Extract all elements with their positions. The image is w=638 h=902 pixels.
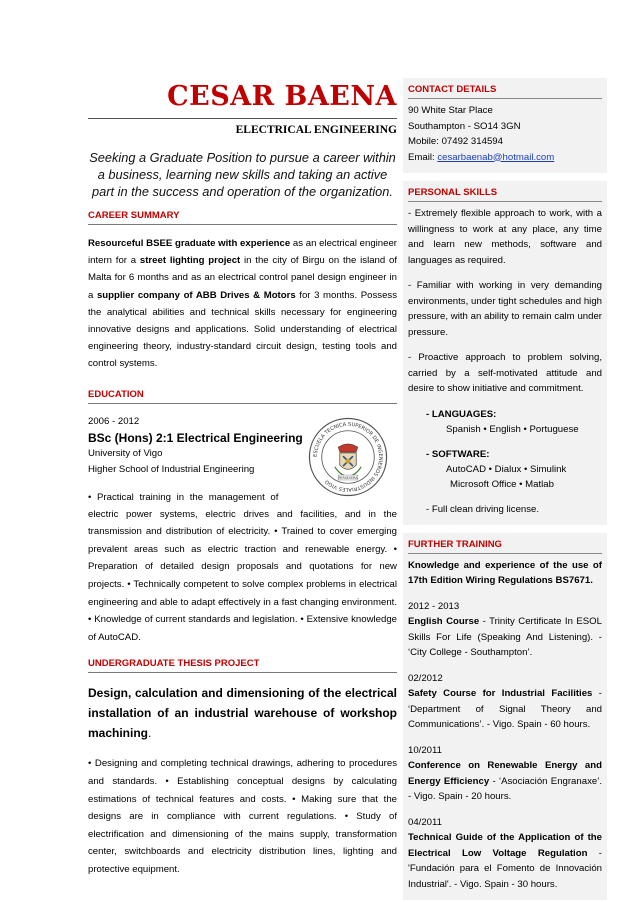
thesis-heading: UNDERGRADUATE THESIS PROJECT <box>88 658 397 673</box>
skills-heading: PERSONAL SKILLS <box>408 187 602 202</box>
education-years: 2006 - 2012 <box>88 415 140 427</box>
thesis-title <box>88 683 397 743</box>
training-3-date: 02/2012 <box>408 672 443 684</box>
training-2-title: English Course <box>408 616 480 627</box>
skill-2: - Familiar with working in very demanding environments, under tight schedules and high pressure, with an ability to remain calm under pressure. <box>408 280 602 338</box>
training-2-text: - Trinity Certificate In ESOL Skills For Life (Speaking And Listening). - ‘City College - Southampton’. <box>408 616 602 658</box>
training-2 <box>408 614 602 661</box>
training-5-date: 04/2011 <box>408 816 442 828</box>
candidate-title: ELECTRICAL ENGINEERING <box>88 118 397 137</box>
contact-box <box>403 78 607 173</box>
skill-3: - Proactive approach to problem solving, carried by a self-motivated attitude and desire to show initiative and commitment. <box>408 352 602 394</box>
languages-block <box>408 407 602 437</box>
right-separator-1 <box>403 173 607 181</box>
skills-box <box>403 181 607 525</box>
languages-value: Spanish • English • Portuguese <box>446 423 579 435</box>
seal-motto: PERSEVERA <box>338 475 358 480</box>
education-degree: BSc (Hons) 2:1 Electrical Engineering <box>88 430 303 445</box>
training-5-text: - 'Fundación para el Fomento de Innovación Industrial'. - Vigo. Spain - 30 hours. <box>408 847 602 890</box>
training-box <box>403 533 607 901</box>
objective-statement: Seeking a Graduate Position to pursue a career within a business, learning new skills and taking an active part in the success and operation of the organization. <box>89 150 396 199</box>
training-1: Knowledge and experience of the use of 17th Edition Wiring Regulations BS7671. <box>408 559 602 586</box>
contact-address-2: Southampton - SO14 3GN <box>408 120 521 132</box>
training-5-title: Technical Guide of the Application of the Electrical Low Voltage Regulation <box>408 832 602 859</box>
career-summary-heading: CAREER SUMMARY <box>88 210 397 225</box>
training-4-text: - ‘Asociación Engranaxe’. - Vigo. Spain - 20 hours. <box>408 775 602 802</box>
career-bold-1: Resourceful BSEE graduate with experience <box>88 238 291 249</box>
career-text-1: as an electrical engineer intern for a <box>88 238 397 267</box>
contact-heading: CONTACT DETAILS <box>408 84 602 99</box>
right-column <box>403 78 607 900</box>
skill-1: - Extremely flexible approach to work, with a willingness to work at any place, any time and learn new methods, software and languages as required. <box>408 208 602 266</box>
education-heading: EDUCATION <box>88 389 397 404</box>
career-summary-text <box>88 235 397 373</box>
education-bullets-start: • Practical training in the management of <box>88 491 279 503</box>
contact-mobile: Mobile: 07492 314594 <box>408 136 503 147</box>
right-separator-2 <box>403 525 607 533</box>
career-bold-3: supplier company of ABB Drives & Motors <box>96 289 296 301</box>
email-link[interactable]: cesarbaenab@hotmail.com <box>437 151 555 163</box>
software-value-1: AutoCAD • Dialux • Simulink <box>446 463 567 475</box>
training-3-text: - ‘Department of Signal Theory and Communications’. - Vigo. Spain - 60 hours. <box>408 688 602 730</box>
seal-text: ESCUELA TECNICA SUPERIOR DE INGENIEROS INDUSTRIALES VIGO <box>312 421 384 492</box>
university-seal-icon <box>307 416 389 498</box>
training-4-date: 10/2011 <box>408 744 442 756</box>
training-2-date: 2012 - 2013 <box>408 600 460 612</box>
thesis-title-end: . <box>148 726 152 741</box>
software-value-2: Microsoft Office • Matlab <box>450 478 554 490</box>
education-block <box>88 414 397 506</box>
contact-address-1: 90 White Star Place <box>408 105 493 116</box>
software-label: - SOFTWARE: <box>426 448 490 460</box>
training-4 <box>408 758 602 805</box>
education-bullets-text: electric power systems, electric drives and facilities, and in the transmission and distribution of electricity. • Trained to cover emerging prevalent areas such as electric traction and renewable energy. • Preparation of detailed design proposals and quotations for new projects. • Technically competent to solve complex problems in electrical engineering and able to adapt effectively in a fast changing environment. • Knowledge of current standards and legislation. • Extensive knowledge of AutoCAD. <box>88 508 397 643</box>
education-university: University of Vigo <box>88 447 163 459</box>
driving-license: - Full clean driving license. <box>426 503 540 515</box>
thesis-description: • Designing and completing technical drawings, adhering to procedures and standards. • Establishing conceptual designs by calculating estimations of technical features and costs. • Making sure that the designs are in compliance with current regulations. • Study of electrification and dimensioning of the mains supply, transformation center, switchboards and electricity distribution lines, lighting and protective equipment. <box>88 758 397 875</box>
training-3-title: Safety Course for Industrial Facilities <box>408 688 593 699</box>
training-heading: FURTHER TRAINING <box>408 539 602 554</box>
career-text-2: in the city of Birgu on the island of Malta for 6 months and as an electrical control panel design engineer in a <box>88 255 397 301</box>
left-column <box>88 78 397 879</box>
career-bold-2: street lighting project <box>139 255 241 267</box>
career-text-3: for 3 months. Possess the analytical abilities and technical skills necessary for engineering innovative designs and applications. Solid understanding of electrical engineering theory, industry-standard circuit design, testing tools and control systems. <box>88 289 397 370</box>
contact-email-row <box>408 150 602 166</box>
languages-label: - LANGUAGES: <box>426 408 497 420</box>
education-school: Higher School of Industrial Engineering <box>88 463 255 475</box>
training-5 <box>408 830 602 892</box>
education-details <box>88 414 308 506</box>
email-label: Email: <box>408 151 438 163</box>
training-3 <box>408 686 602 733</box>
candidate-name: CESAR BAENA <box>167 81 397 112</box>
training-4-title: Conference on Renewable Energy and Energy Efficiency <box>408 760 602 787</box>
software-block <box>408 447 602 492</box>
thesis-title-text: Design, calculation and dimensioning of the electrical installation of an industrial warehouse of workshop machining <box>88 686 397 741</box>
